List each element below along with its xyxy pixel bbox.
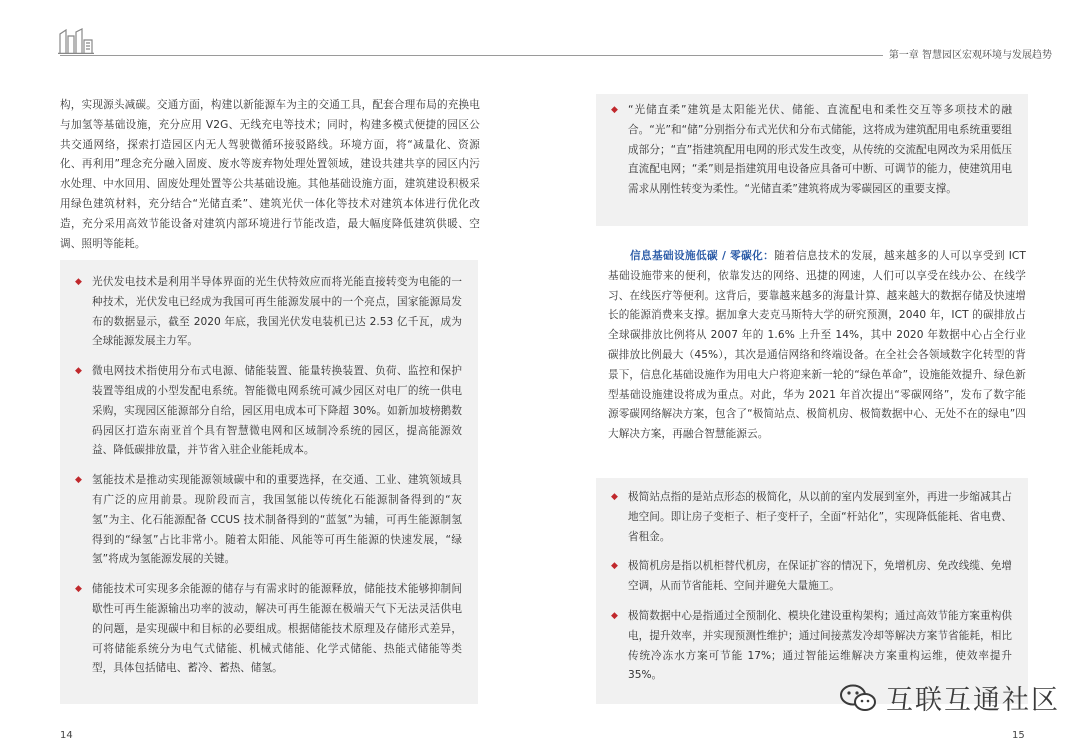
diamond-bullet-icon: ◆	[611, 492, 618, 502]
watermark	[838, 678, 1060, 717]
left-bullet-box	[60, 260, 478, 704]
right-bullet-box	[596, 478, 1028, 704]
left-bullet-item: ◆ 光伏发电技术是利用半导体界面的光生伏特效应而将光能直接转变为电能的一种技术，光伏发电已经成为我国可再生能源发展中的一个亮点，国家能源局发布的数据显示，截至 2020 年底，我国光伏发电装机已达 2.53 亿千瓦，成为全球能源发展主力军。	[70, 273, 462, 352]
right-top-bullet-item: ◆ “光储直柔”建筑是太阳能光伏、储能、直流配电和柔性交互等多项技术的融合。“光”和“储”分别指分布式光伏和分布式储能，这将成为建筑配用电系统重要组成部分；“直”指建筑配用电网的形式发生改变，从传统的交流配电网改为采用低压直流配电网；“柔”则是指建筑用电设备应具备可中断、可调节的能力，使建筑用电需求从刚性转变为柔性。“光储直柔”建筑将成为零碳园区的重要支撑。	[606, 101, 1012, 200]
left-bullet-item: ◆ 储能技术可实现多余能源的储存与有需求时的能源释放，储能技术能够抑制间歇性可再生能源输出功率的波动，解决可再生能源在极端天气下无法灵活供电的问题，是实现碳中和目标的必要组成。根据储能技术原理及存储形式差异，可将储能系统分为电气式储能、机械式储能、化学式储能、热能式储能等类型，具体包括储电、蓄冷、蓄热、储氢。	[70, 580, 462, 679]
diamond-bullet-icon: ◆	[75, 584, 82, 595]
diamond-bullet-icon: ◆	[75, 277, 82, 287]
left-bullet-item: ◆ 微电网技术指使用分布式电源、储能装置、能量转换装置、负荷、监控和保护装置等组成的小型发配电系统。智能微电网系统可减少园区对电厂的统一供电采购，实现园区能源部分自给，园区用电成本可下降超 30%。如新加坡榜鹅数码园区打造东南亚首个具有智慧微电网和区域制冷系统的园区，提高能源效益、降低碳排放量，并节省入驻企业能耗成本。	[70, 362, 462, 461]
section-text: 随着信息技术的发展，越来越多的人可以享受到 ICT 基础设施带来的便利，依靠发达的网络、迅捷的网速，人们可以享受在线办公、在线学习、在线医疗等便利。这背后，要靠越来越多的海量计算、越来越大的数据存储及快速增长的能源消费来支撑。据加拿大麦克马斯特大学的研究预测，2040 年，ICT 的碳排放占全球碳排放比例将从 2007 年的 1.6% 上升至 14%，其中 2020 年数据中心占全行业碳排放比例最大（45%），其次是通信网络和终端设备。在全社会各领域数字化转型的背景下，信息化基础设施作为用电大户将迎来新一轮的“绿色革命”，设施能效提升、绿色新型基础设施建设将成为重点。对此，华为 2021 年首次提出“零碳网络”，发布了数字能源零碳网络解决方案，包含了“极简站点、极简机房、极简数据中心、无处不在的绿电”四大解决方案，再融合智慧能源云。	[608, 250, 1027, 441]
left-intro-block	[60, 96, 480, 254]
section-heading: 信息基础设施低碳 / 零碳化：	[630, 250, 775, 262]
wechat-icon	[838, 683, 878, 713]
diamond-bullet-icon: ◆	[75, 366, 82, 377]
right-bullet-item: ◆ 极简数据中心是指通过全预制化、模块化建设重构架构；通过高效节能方案重构供电，提升效率，并实现预测性维护；通过间接蒸发冷却等解决方案节省能耗，相比传统冷冻水方案可节能 17%；通过智能运维解决方案重构运维，使效率提升 35%。	[606, 607, 1012, 686]
right-bullet-item: ◆ 极简站点指的是站点形态的极简化，从以前的室内发展到室外，再进一步缩减其占地空间。即让房子变柜子、柜子变杆子，全面“杆站化”，实现降低能耗、省电费、省租金。	[606, 488, 1012, 547]
chapter-title: 第一章 智慧园区宏观环境与发展趋势	[883, 46, 1052, 61]
diamond-bullet-icon: ◆	[75, 475, 82, 486]
right-top-box	[596, 94, 1028, 226]
left-intro-paragraph: 构，实现源头减碳。交通方面，构建以新能源车为主的交通工具，配套合理布局的充换电与加氢等基础设施，充分应用 V2G、无线充电等技术；同时，构建多模式便捷的园区公共交通网络，探索打造园区内无人驾驶微循环接驳路线。环境方面，将“减量化、资源化、再利用”理念充分融入固废、废水等废弃物处理处置领域，建设共建共享的园区内污水处理、中水回用、固废处理处置等公共基础设施。其他基础设施方面，建筑建设积极采用绿色建筑材料，充分结合“光储直柔”、建筑光伏一体化等技术对建筑本体进行优化改造，充分采用高效节能设备对建筑内部环境进行节能改造，最大幅度降低建筑供暖、空调、照明等能耗。	[60, 99, 480, 250]
diamond-bullet-icon: ◆	[611, 561, 618, 572]
watermark-text: 互联互通社区	[886, 685, 1060, 716]
page-number-left: 14	[60, 730, 73, 741]
diamond-bullet-icon: ◆	[611, 610, 618, 621]
page-number-right: 15	[1012, 730, 1025, 741]
right-section-paragraph	[608, 247, 1026, 445]
building-logo-icon	[58, 28, 94, 54]
diamond-bullet-icon: ◆	[611, 105, 618, 115]
right-section-block	[608, 247, 1026, 445]
right-bullet-item: ◆ 极简机房是指以机柜替代机房，在保证扩容的情况下，免增机房、免改线缆、免增空调，从而节省能耗、空间并避免大量施工。	[606, 557, 1012, 597]
left-bullet-item: ◆ 氢能技术是推动实现能源领域碳中和的重要选择，在交通、工业、建筑领域具有广泛的应用前景。现阶段而言，我国氢能以传统化石能源制备得到的“灰氢”为主、化石能源配备 CCUS 技术制备得到的“蓝氢”为辅，可再生能源制氢得到的“绿氢”占比非常小。随着太阳能、风能等可再生能源的快速发展，“绿氢”将成为氢能源发展的关键。	[70, 471, 462, 570]
